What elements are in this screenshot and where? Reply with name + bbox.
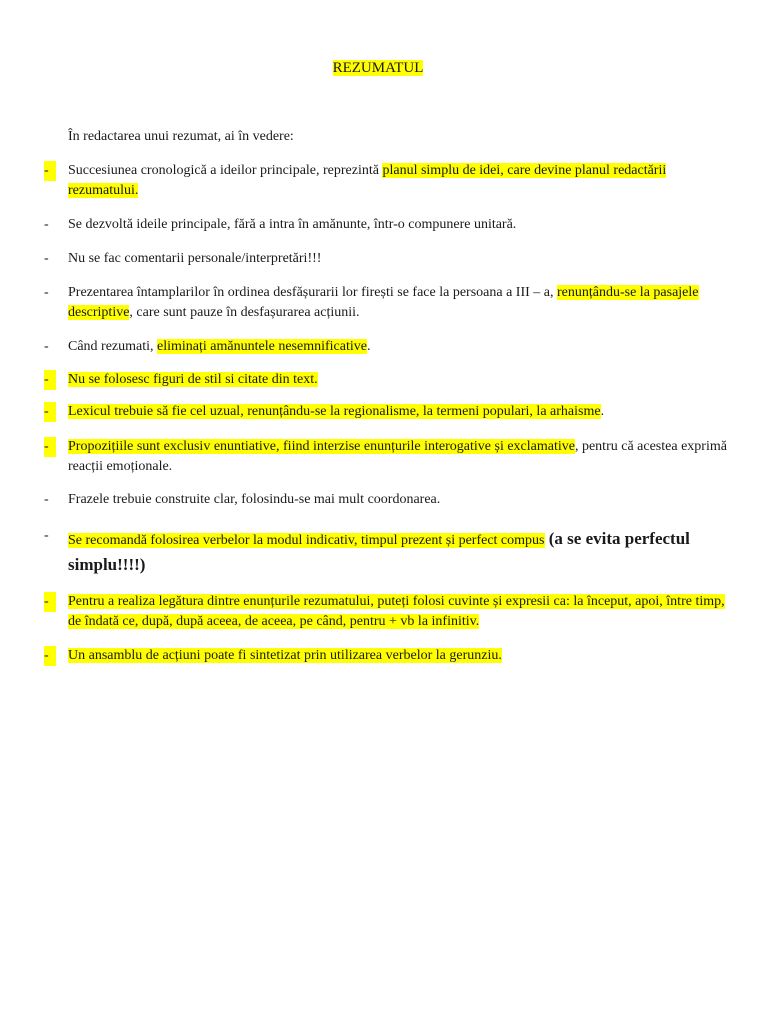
list-bullet: - [44,217,49,232]
list-bullet: - [44,370,56,390]
plain-text: . [600,404,605,419]
list-item-text [68,283,728,323]
list-item-text [68,249,728,269]
list-bullet: - [44,437,56,457]
list-bullet: - [44,646,56,666]
list-item-text [68,592,728,632]
list-item-text [68,437,728,477]
highlighted-text: Nu se folosesc figuri de stil si citate din text. [68,372,318,387]
highlighted-text: renunțându-se la pasajele descriptive [68,285,699,320]
list-bullet: - [44,492,49,507]
page-title-text: REZUMATUL [332,60,424,76]
plain-text: ( [544,529,555,548]
highlighted-text: Un ansamblu de acțiuni poate fi sintetizat prin utilizarea verbelor la gerunziu. [68,648,502,663]
list-bullet: - [44,339,49,354]
highlighted-text: Se recomandă folosirea verbelor la modul indicativ, timpul prezent și perfect compus [68,533,545,548]
highlighted-text: Lexicul trebuie să fie cel uzual, renunțându-se la regionalisme, la termeni populari, la arhaisme [68,404,601,419]
list-bullet: - [44,592,56,612]
list-bullet: - [44,285,49,300]
list-item-text [68,490,728,510]
highlighted-text: Pentru a realiza legătura dintre enunțurile rezumatului, puteți folosi cuvinte și expresii ca: la început, apoi, între timp, de îndată ce, după, după aceea, de aceea, pe când, pentru + vb la infinitiv. [68,594,725,629]
plain-text: Nu se fac comentarii personale/interpretări!!! [68,251,322,266]
list-item-text [68,161,728,201]
list-item-text [68,526,728,578]
plain-text: , care sunt pauze în desfașurarea acțiunii. [129,305,360,320]
intro-text: În redactarea unui rezumat, ai în vedere: [68,129,294,144]
plain-text: , pentru că acestea exprimă reacții emoționale. [68,439,727,474]
page-title [0,59,756,78]
plain-text: a se evita perfectul simplu!!!!) [68,529,690,574]
highlighted-text: Propozițiile sunt exclusiv enuntiative, fiind interzise enunțurile interogative și exclamative [68,439,575,454]
plain-text: Când rezumati, [68,339,158,354]
highlighted-text: planul simplu de idei, care devine planul redactării rezumatului. [68,163,667,198]
plain-text: Se dezvoltă ideile principale, fără a intra în amănunte, într-o compunere unitară. [68,217,517,232]
highlighted-text: eliminați amănuntele nesemnificative [157,339,367,354]
list-bullet: - [44,402,56,422]
plain-text: Prezentarea întamplarilor în ordinea desfășurarii lor firești se face la persoana a III – a, [68,285,557,300]
list-item-text [68,402,728,422]
list-item-text [68,370,728,390]
list-bullet: - [44,251,49,266]
plain-text: Frazele trebuie construite clar, folosindu-se mai mult coordonarea. [68,492,441,507]
list-item-text [68,215,728,235]
list-bullet: - [44,161,56,181]
list-item-text [68,337,728,357]
plain-text: . [366,339,371,354]
plain-text: Succesiunea cronologică a ideilor principale, reprezintă [68,163,383,178]
list-bullet: - [44,528,49,543]
list-item-text [68,646,728,666]
